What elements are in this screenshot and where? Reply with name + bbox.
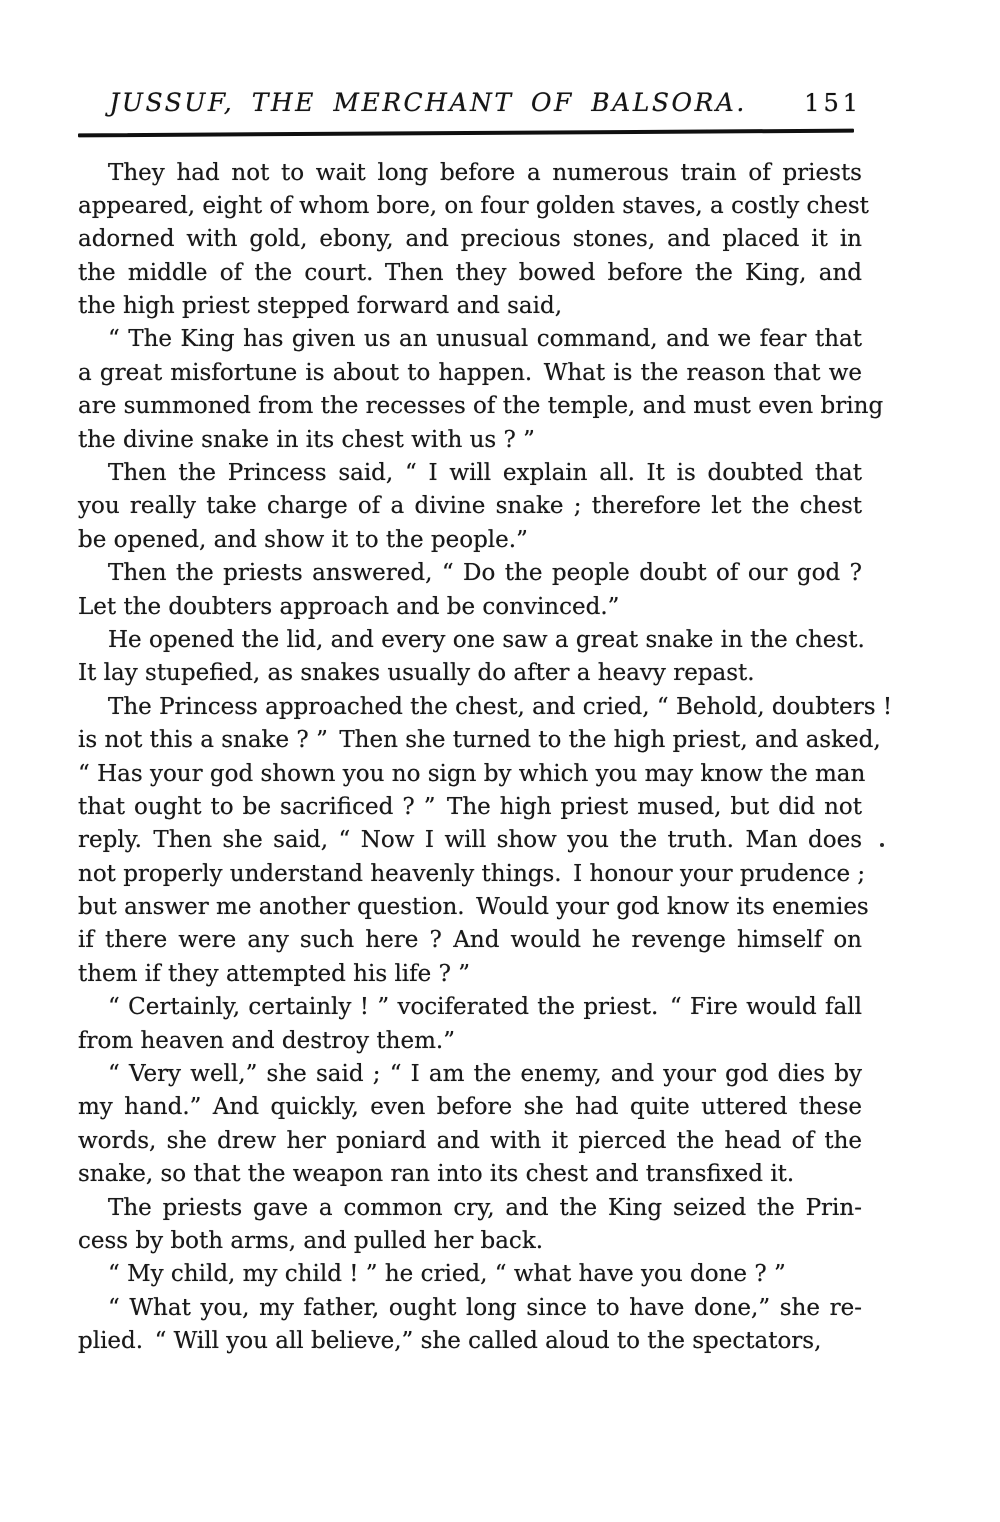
paragraph	[78, 557, 862, 624]
paragraph	[78, 1058, 862, 1192]
text-line: “ Very well,” she said ; “ I am the enemy, and your god dies by	[108, 1061, 862, 1088]
text-line: the high priest stepped forward and said,	[78, 293, 563, 320]
text-line: if there were any such here ? And would he revenge himself on	[78, 927, 862, 954]
text-line: It lay stupefied, as snakes usually do after a heavy repast.	[78, 660, 755, 687]
paragraph	[78, 691, 893, 992]
text-line: but answer me another question. Would your god know its enemies	[78, 894, 869, 921]
text-line: them if they attempted his life ? ”	[78, 960, 470, 987]
paragraph	[78, 1192, 862, 1259]
paragraph	[78, 624, 865, 691]
scan-speck	[880, 843, 884, 847]
text-line: He opened the lid, and every one saw a great snake in the chest.	[108, 626, 865, 653]
text-line: cess by both arms, and pulled her back.	[78, 1228, 544, 1254]
text-line: is not this a snake ? ” Then she turned to the high priest, and asked,	[78, 727, 881, 754]
running-title: JUSSUF, THE MERCHANT OF BALSORA.	[109, 88, 747, 117]
text-line: Let the doubters approach and be convinced.”	[78, 593, 620, 620]
paragraph	[78, 991, 862, 1058]
text-line: “ Has your god shown you no sign by which you may know the man	[78, 760, 866, 787]
text-line: not properly understand heavenly things. I honour your prudence ;	[78, 860, 866, 887]
text-line: my hand.” And quickly, even before she had quite uttered these	[78, 1094, 862, 1121]
text-line: words, she drew her poniard and with it pierced the head of the	[78, 1127, 862, 1154]
text-line: “ The King has given us an unusual command, and we fear that	[108, 326, 862, 353]
paragraph	[78, 1292, 862, 1359]
paragraph	[78, 457, 862, 557]
text-line: be opened, and show it to the people.”	[78, 526, 528, 553]
text-line: The priests gave a common cry, and the King seized the Prin-	[108, 1194, 862, 1221]
text-line: They had not to wait long before a numerous train of priests	[108, 159, 862, 186]
text-line: snake, so that the weapon ran into its chest and transfixed it.	[78, 1161, 795, 1188]
text-line: Then the priests answered, “ Do the people doubt of our god ?	[108, 560, 862, 587]
text-line: a great misfortune is about to happen. What is the reason that we	[78, 359, 862, 386]
text-line: “ What you, my father, ought long since to have done,” she re-	[108, 1294, 862, 1321]
text-line: “ My child, my child ! ” he cried, “ what have you done ? ”	[108, 1261, 786, 1288]
text-line: the middle of the court. Then they bowed before the King, and	[78, 259, 862, 286]
paragraph	[78, 157, 869, 324]
text-line: plied. “ Will you all believe,” she called aloud to the spectators,	[78, 1328, 822, 1355]
text-line: reply. Then she said, “ Now I will show you the truth. Man does	[78, 827, 862, 854]
page-header	[78, 88, 862, 117]
body-text	[78, 157, 893, 1359]
text-line: Then the Princess said, “ I will explain all. It is doubted that	[108, 460, 862, 487]
text-line: you really take charge of a divine snake ; therefore let the chest	[78, 493, 862, 520]
paragraph	[78, 323, 884, 457]
paragraph	[78, 1258, 862, 1291]
page-number: 151	[804, 89, 862, 117]
text-line: the divine snake in its chest with us ? ”	[78, 426, 535, 453]
text-line: “ Certainly, certainly ! ” vociferated the priest. “ Fire would fall	[108, 994, 862, 1021]
text-line: that ought to be sacrificed ? ” The high priest mused, but did not	[78, 793, 862, 820]
header-rule	[78, 129, 854, 137]
text-line: appeared, eight of whom bore, on four golden staves, a costly chest	[78, 192, 869, 219]
text-line: from heaven and destroy them.”	[78, 1027, 455, 1054]
text-line: The Princess approached the chest, and cried, “ Behold, doubters !	[108, 693, 893, 720]
text-line: adorned with gold, ebony, and precious stones, and placed it in	[78, 226, 862, 253]
text-line: are summoned from the recesses of the temple, and must even bring	[78, 393, 884, 420]
